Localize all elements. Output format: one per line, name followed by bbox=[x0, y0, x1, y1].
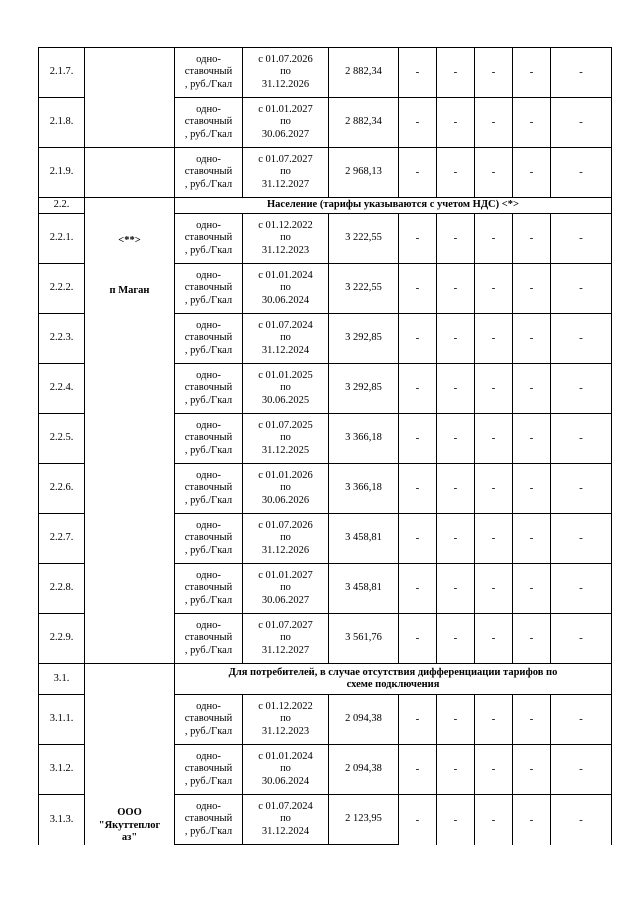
dash-cell: - bbox=[475, 514, 513, 564]
dash-cell: - bbox=[551, 614, 612, 664]
org-name: <**> bbox=[118, 235, 141, 246]
dash-cell: - bbox=[475, 414, 513, 464]
period-cell bbox=[243, 414, 329, 464]
unit-text: , руб./Гкал bbox=[184, 344, 233, 356]
period-text: 30.06.2026 bbox=[261, 494, 310, 506]
dash-cell: - bbox=[551, 314, 612, 364]
dash-cell: - bbox=[399, 214, 437, 264]
dash-cell: - bbox=[551, 514, 612, 564]
dash-cell: - bbox=[399, 564, 437, 614]
row-number: 2.1.9. bbox=[39, 148, 85, 198]
org-cell-empty bbox=[85, 98, 175, 148]
unit-text: ставочный bbox=[184, 116, 233, 128]
unit-text: , руб./Гкал bbox=[184, 494, 233, 506]
dash-cell: - bbox=[399, 364, 437, 414]
unit-text: ставочный bbox=[184, 813, 233, 825]
dash-cell: - bbox=[513, 614, 551, 664]
period-text: по bbox=[280, 282, 291, 294]
unit-cell bbox=[175, 614, 243, 664]
period-text: 30.06.2027 bbox=[261, 128, 310, 140]
org-cell bbox=[85, 198, 175, 664]
period-text: с 01.07.2025 bbox=[258, 419, 313, 431]
tariff-value: 3 222,55 bbox=[329, 214, 399, 264]
dash-cell: - bbox=[475, 564, 513, 614]
period-cell bbox=[243, 148, 329, 198]
dash-cell: - bbox=[551, 414, 612, 464]
period-text: 30.06.2025 bbox=[261, 394, 310, 406]
dash-cell: - bbox=[399, 745, 437, 795]
row-number: 2.2.6. bbox=[39, 464, 85, 514]
dash-cell: - bbox=[513, 264, 551, 314]
unit-text: ставочный bbox=[184, 432, 233, 444]
tariff-value: 3 458,81 bbox=[329, 514, 399, 564]
tariff-value: 2 882,34 bbox=[329, 98, 399, 148]
tariff-value: 2 882,34 bbox=[329, 48, 399, 98]
unit-text: ставочный bbox=[184, 763, 233, 775]
dash-cell: - bbox=[437, 214, 475, 264]
unit-cell bbox=[175, 745, 243, 795]
unit-text: , руб./Гкал bbox=[184, 394, 233, 406]
period-text: с 01.07.2027 bbox=[258, 619, 313, 631]
row-number: 3.1.2. bbox=[39, 745, 85, 795]
unit-cell bbox=[175, 695, 243, 745]
dash-cell: - bbox=[513, 464, 551, 514]
dash-cell: - bbox=[437, 314, 475, 364]
unit-text: ставочный bbox=[184, 66, 233, 78]
period-cell bbox=[243, 314, 329, 364]
dash-cell: - bbox=[475, 364, 513, 414]
dash-cell: - bbox=[437, 795, 475, 845]
period-text: с 01.01.2027 bbox=[258, 569, 313, 581]
period-text: по bbox=[280, 582, 291, 594]
dash-cell: - bbox=[399, 48, 437, 98]
dash-cell: - bbox=[551, 464, 612, 514]
period-text: 31.12.2026 bbox=[261, 544, 310, 556]
period-cell bbox=[243, 48, 329, 98]
dash-cell: - bbox=[551, 98, 612, 148]
period-text: с 01.07.2026 bbox=[258, 519, 313, 531]
period-text: с 01.01.2024 bbox=[258, 269, 313, 281]
unit-text: одно- bbox=[196, 153, 221, 165]
period-cell bbox=[243, 795, 329, 845]
dash-cell: - bbox=[399, 795, 437, 845]
tariff-value: 3 366,18 bbox=[329, 464, 399, 514]
unit-text: , руб./Гкал bbox=[184, 128, 233, 140]
period-text: с 01.01.2025 bbox=[258, 369, 313, 381]
unit-cell bbox=[175, 148, 243, 198]
unit-cell bbox=[175, 364, 243, 414]
period-text: с 01.07.2027 bbox=[258, 153, 313, 165]
dash-cell: - bbox=[437, 414, 475, 464]
period-text: 30.06.2024 bbox=[261, 294, 310, 306]
dash-cell: - bbox=[551, 695, 612, 745]
period-cell bbox=[243, 745, 329, 795]
unit-text: одно- bbox=[196, 269, 221, 281]
unit-cell bbox=[175, 464, 243, 514]
period-text: по bbox=[280, 66, 291, 78]
period-text: по bbox=[280, 763, 291, 775]
unit-text: , руб./Гкал bbox=[184, 294, 233, 306]
dash-cell: - bbox=[475, 48, 513, 98]
unit-text: , руб./Гкал bbox=[184, 775, 233, 787]
dash-cell: - bbox=[399, 514, 437, 564]
org-cell-empty bbox=[85, 148, 175, 198]
tariff-value: 3 222,55 bbox=[329, 264, 399, 314]
dash-cell: - bbox=[551, 48, 612, 98]
dash-cell: - bbox=[513, 48, 551, 98]
org-name: аз" bbox=[121, 832, 138, 844]
dash-cell: - bbox=[437, 48, 475, 98]
dash-cell: - bbox=[475, 695, 513, 745]
period-cell bbox=[243, 695, 329, 745]
dash-cell: - bbox=[475, 314, 513, 364]
unit-text: , руб./Гкал bbox=[184, 444, 233, 456]
period-text: по bbox=[280, 232, 291, 244]
section-title-text: Для потребителей, в случае отсутствия дифференциации тарифов по bbox=[228, 666, 558, 678]
period-cell bbox=[243, 214, 329, 264]
unit-text: , руб./Гкал bbox=[184, 644, 233, 656]
dash-cell: - bbox=[399, 464, 437, 514]
period-cell bbox=[243, 464, 329, 514]
unit-text: одно- bbox=[196, 519, 221, 531]
org-name: п Маган bbox=[109, 284, 150, 296]
org-cell-empty bbox=[85, 48, 175, 98]
unit-text: ставочный bbox=[184, 232, 233, 244]
dash-cell: - bbox=[551, 264, 612, 314]
period-text: с 01.01.2024 bbox=[258, 750, 313, 762]
unit-text: одно- bbox=[196, 700, 221, 712]
unit-text: , руб./Гкал bbox=[184, 178, 233, 190]
tariff-value: 3 366,18 bbox=[329, 414, 399, 464]
period-cell bbox=[243, 98, 329, 148]
row-number: 3.1.3. bbox=[39, 795, 85, 845]
dash-cell: - bbox=[475, 745, 513, 795]
unit-text: ставочный bbox=[184, 166, 233, 178]
unit-text: ставочный bbox=[184, 582, 233, 594]
unit-cell bbox=[175, 214, 243, 264]
tariff-value: 3 292,85 bbox=[329, 314, 399, 364]
row-number: 3.1.1. bbox=[39, 695, 85, 745]
dash-cell: - bbox=[399, 264, 437, 314]
dash-cell: - bbox=[513, 695, 551, 745]
tariff-value: 3 292,85 bbox=[329, 364, 399, 414]
dash-cell: - bbox=[475, 464, 513, 514]
unit-text: одно- bbox=[196, 569, 221, 581]
unit-text: , руб./Гкал bbox=[184, 594, 233, 606]
unit-text: ставочный bbox=[184, 632, 233, 644]
section-row bbox=[39, 198, 612, 214]
period-text: по bbox=[280, 482, 291, 494]
dash-cell: - bbox=[437, 745, 475, 795]
period-text: 30.06.2024 bbox=[261, 775, 310, 787]
row-number: 2.2.7. bbox=[39, 514, 85, 564]
period-text: 31.12.2026 bbox=[261, 78, 310, 90]
dash-cell: - bbox=[399, 314, 437, 364]
dash-cell: - bbox=[475, 614, 513, 664]
section-number: 2.2. bbox=[39, 198, 85, 214]
period-text: с 01.07.2024 bbox=[258, 800, 313, 812]
unit-text: одно- bbox=[196, 750, 221, 762]
unit-text: ставочный bbox=[184, 482, 233, 494]
dash-cell: - bbox=[437, 614, 475, 664]
unit-text: одно- bbox=[196, 800, 221, 812]
tariff-table bbox=[38, 47, 612, 845]
period-cell bbox=[243, 364, 329, 414]
row-number: 2.1.8. bbox=[39, 98, 85, 148]
period-text: 31.12.2027 bbox=[261, 178, 310, 190]
dash-cell: - bbox=[475, 795, 513, 845]
row-number: 2.2.5. bbox=[39, 414, 85, 464]
org-cell bbox=[85, 664, 175, 845]
unit-text: , руб./Гкал bbox=[184, 244, 233, 256]
dash-cell: - bbox=[399, 414, 437, 464]
unit-text: одно- bbox=[196, 319, 221, 331]
org-name: ООО bbox=[117, 807, 142, 819]
period-text: по bbox=[280, 432, 291, 444]
period-cell bbox=[243, 614, 329, 664]
section-row bbox=[39, 664, 612, 695]
dash-cell: - bbox=[475, 98, 513, 148]
row-number: 2.1.7. bbox=[39, 48, 85, 98]
dash-cell: - bbox=[475, 264, 513, 314]
period-text: с 01.07.2026 bbox=[258, 53, 313, 65]
dash-cell: - bbox=[513, 414, 551, 464]
unit-cell bbox=[175, 514, 243, 564]
period-text: по bbox=[280, 382, 291, 394]
unit-cell bbox=[175, 314, 243, 364]
period-text: по bbox=[280, 632, 291, 644]
unit-text: ставочный bbox=[184, 282, 233, 294]
period-text: с 01.12.2022 bbox=[258, 219, 313, 231]
period-text: по bbox=[280, 332, 291, 344]
tariff-value: 3 561,76 bbox=[329, 614, 399, 664]
row-number: 2.2.4. bbox=[39, 364, 85, 414]
dash-cell: - bbox=[437, 695, 475, 745]
row-number: 2.2.8. bbox=[39, 564, 85, 614]
table-row bbox=[39, 98, 612, 148]
unit-text: , руб./Гкал bbox=[184, 825, 233, 837]
tariff-value: 2 094,38 bbox=[329, 745, 399, 795]
dash-cell: - bbox=[437, 148, 475, 198]
period-text: с 01.12.2022 bbox=[258, 700, 313, 712]
period-text: 30.06.2027 bbox=[261, 594, 310, 606]
period-text: с 01.07.2024 bbox=[258, 319, 313, 331]
dash-cell: - bbox=[513, 745, 551, 795]
period-text: 31.12.2027 bbox=[261, 644, 310, 656]
unit-text: , руб./Гкал bbox=[184, 78, 233, 90]
unit-cell bbox=[175, 98, 243, 148]
dash-cell: - bbox=[513, 795, 551, 845]
dash-cell: - bbox=[551, 795, 612, 845]
unit-cell bbox=[175, 414, 243, 464]
dash-cell: - bbox=[399, 148, 437, 198]
unit-text: одно- bbox=[196, 103, 221, 115]
dash-cell: - bbox=[551, 214, 612, 264]
dash-cell: - bbox=[551, 745, 612, 795]
dash-cell: - bbox=[551, 148, 612, 198]
dash-cell: - bbox=[437, 514, 475, 564]
period-text: 31.12.2023 bbox=[261, 244, 310, 256]
unit-text: одно- bbox=[196, 469, 221, 481]
dash-cell: - bbox=[475, 214, 513, 264]
period-text: 31.12.2024 bbox=[261, 825, 310, 837]
period-cell bbox=[243, 564, 329, 614]
period-text: с 01.01.2026 bbox=[258, 469, 313, 481]
period-text: 31.12.2023 bbox=[261, 725, 310, 737]
period-text: по bbox=[280, 713, 291, 725]
org-name: "Якуттеплог bbox=[98, 819, 161, 831]
section-title: Население (тарифы указываются с учетом НДС) <*> bbox=[175, 198, 612, 214]
unit-text: одно- bbox=[196, 53, 221, 65]
dash-cell: - bbox=[399, 98, 437, 148]
period-cell bbox=[243, 514, 329, 564]
dash-cell: - bbox=[437, 464, 475, 514]
unit-text: одно- bbox=[196, 369, 221, 381]
unit-text: ставочный bbox=[184, 713, 233, 725]
row-number: 2.2.3. bbox=[39, 314, 85, 364]
tariff-value: 2 123,95 bbox=[329, 795, 399, 845]
dash-cell: - bbox=[551, 364, 612, 414]
tariff-value: 3 458,81 bbox=[329, 564, 399, 614]
period-text: по bbox=[280, 813, 291, 825]
table-row bbox=[39, 48, 612, 98]
period-text: по bbox=[280, 166, 291, 178]
dash-cell: - bbox=[513, 148, 551, 198]
unit-text: , руб./Гкал bbox=[184, 544, 233, 556]
unit-text: ставочный bbox=[184, 332, 233, 344]
dash-cell: - bbox=[513, 214, 551, 264]
period-text: с 01.01.2027 bbox=[258, 103, 313, 115]
unit-text: одно- bbox=[196, 619, 221, 631]
dash-cell: - bbox=[437, 564, 475, 614]
period-text: 31.12.2025 bbox=[261, 444, 310, 456]
unit-text: ставочный bbox=[184, 532, 233, 544]
row-number: 2.2.2. bbox=[39, 264, 85, 314]
unit-text: ставочный bbox=[184, 382, 233, 394]
period-text: по bbox=[280, 532, 291, 544]
tariff-value: 2 968,13 bbox=[329, 148, 399, 198]
unit-cell bbox=[175, 564, 243, 614]
period-cell bbox=[243, 264, 329, 314]
row-number: 2.2.1. bbox=[39, 214, 85, 264]
row-number: 2.2.9. bbox=[39, 614, 85, 664]
tariff-value: 2 094,38 bbox=[329, 695, 399, 745]
dash-cell: - bbox=[513, 564, 551, 614]
dash-cell: - bbox=[437, 98, 475, 148]
dash-cell: - bbox=[399, 614, 437, 664]
dash-cell: - bbox=[513, 364, 551, 414]
dash-cell: - bbox=[437, 364, 475, 414]
section-number: 3.1. bbox=[39, 664, 85, 695]
dash-cell: - bbox=[551, 564, 612, 614]
unit-cell bbox=[175, 48, 243, 98]
period-text: по bbox=[280, 116, 291, 128]
section-title bbox=[175, 664, 612, 695]
dash-cell: - bbox=[475, 148, 513, 198]
dash-cell: - bbox=[513, 514, 551, 564]
unit-text: одно- bbox=[196, 419, 221, 431]
unit-cell bbox=[175, 795, 243, 845]
unit-text: , руб./Гкал bbox=[184, 725, 233, 737]
dash-cell: - bbox=[437, 264, 475, 314]
dash-cell: - bbox=[399, 695, 437, 745]
period-text: 31.12.2024 bbox=[261, 344, 310, 356]
dash-cell: - bbox=[513, 314, 551, 364]
dash-cell: - bbox=[513, 98, 551, 148]
unit-text: одно- bbox=[196, 219, 221, 231]
unit-cell bbox=[175, 264, 243, 314]
section-title-text: схеме подключения bbox=[346, 679, 440, 690]
table-row bbox=[39, 148, 612, 198]
